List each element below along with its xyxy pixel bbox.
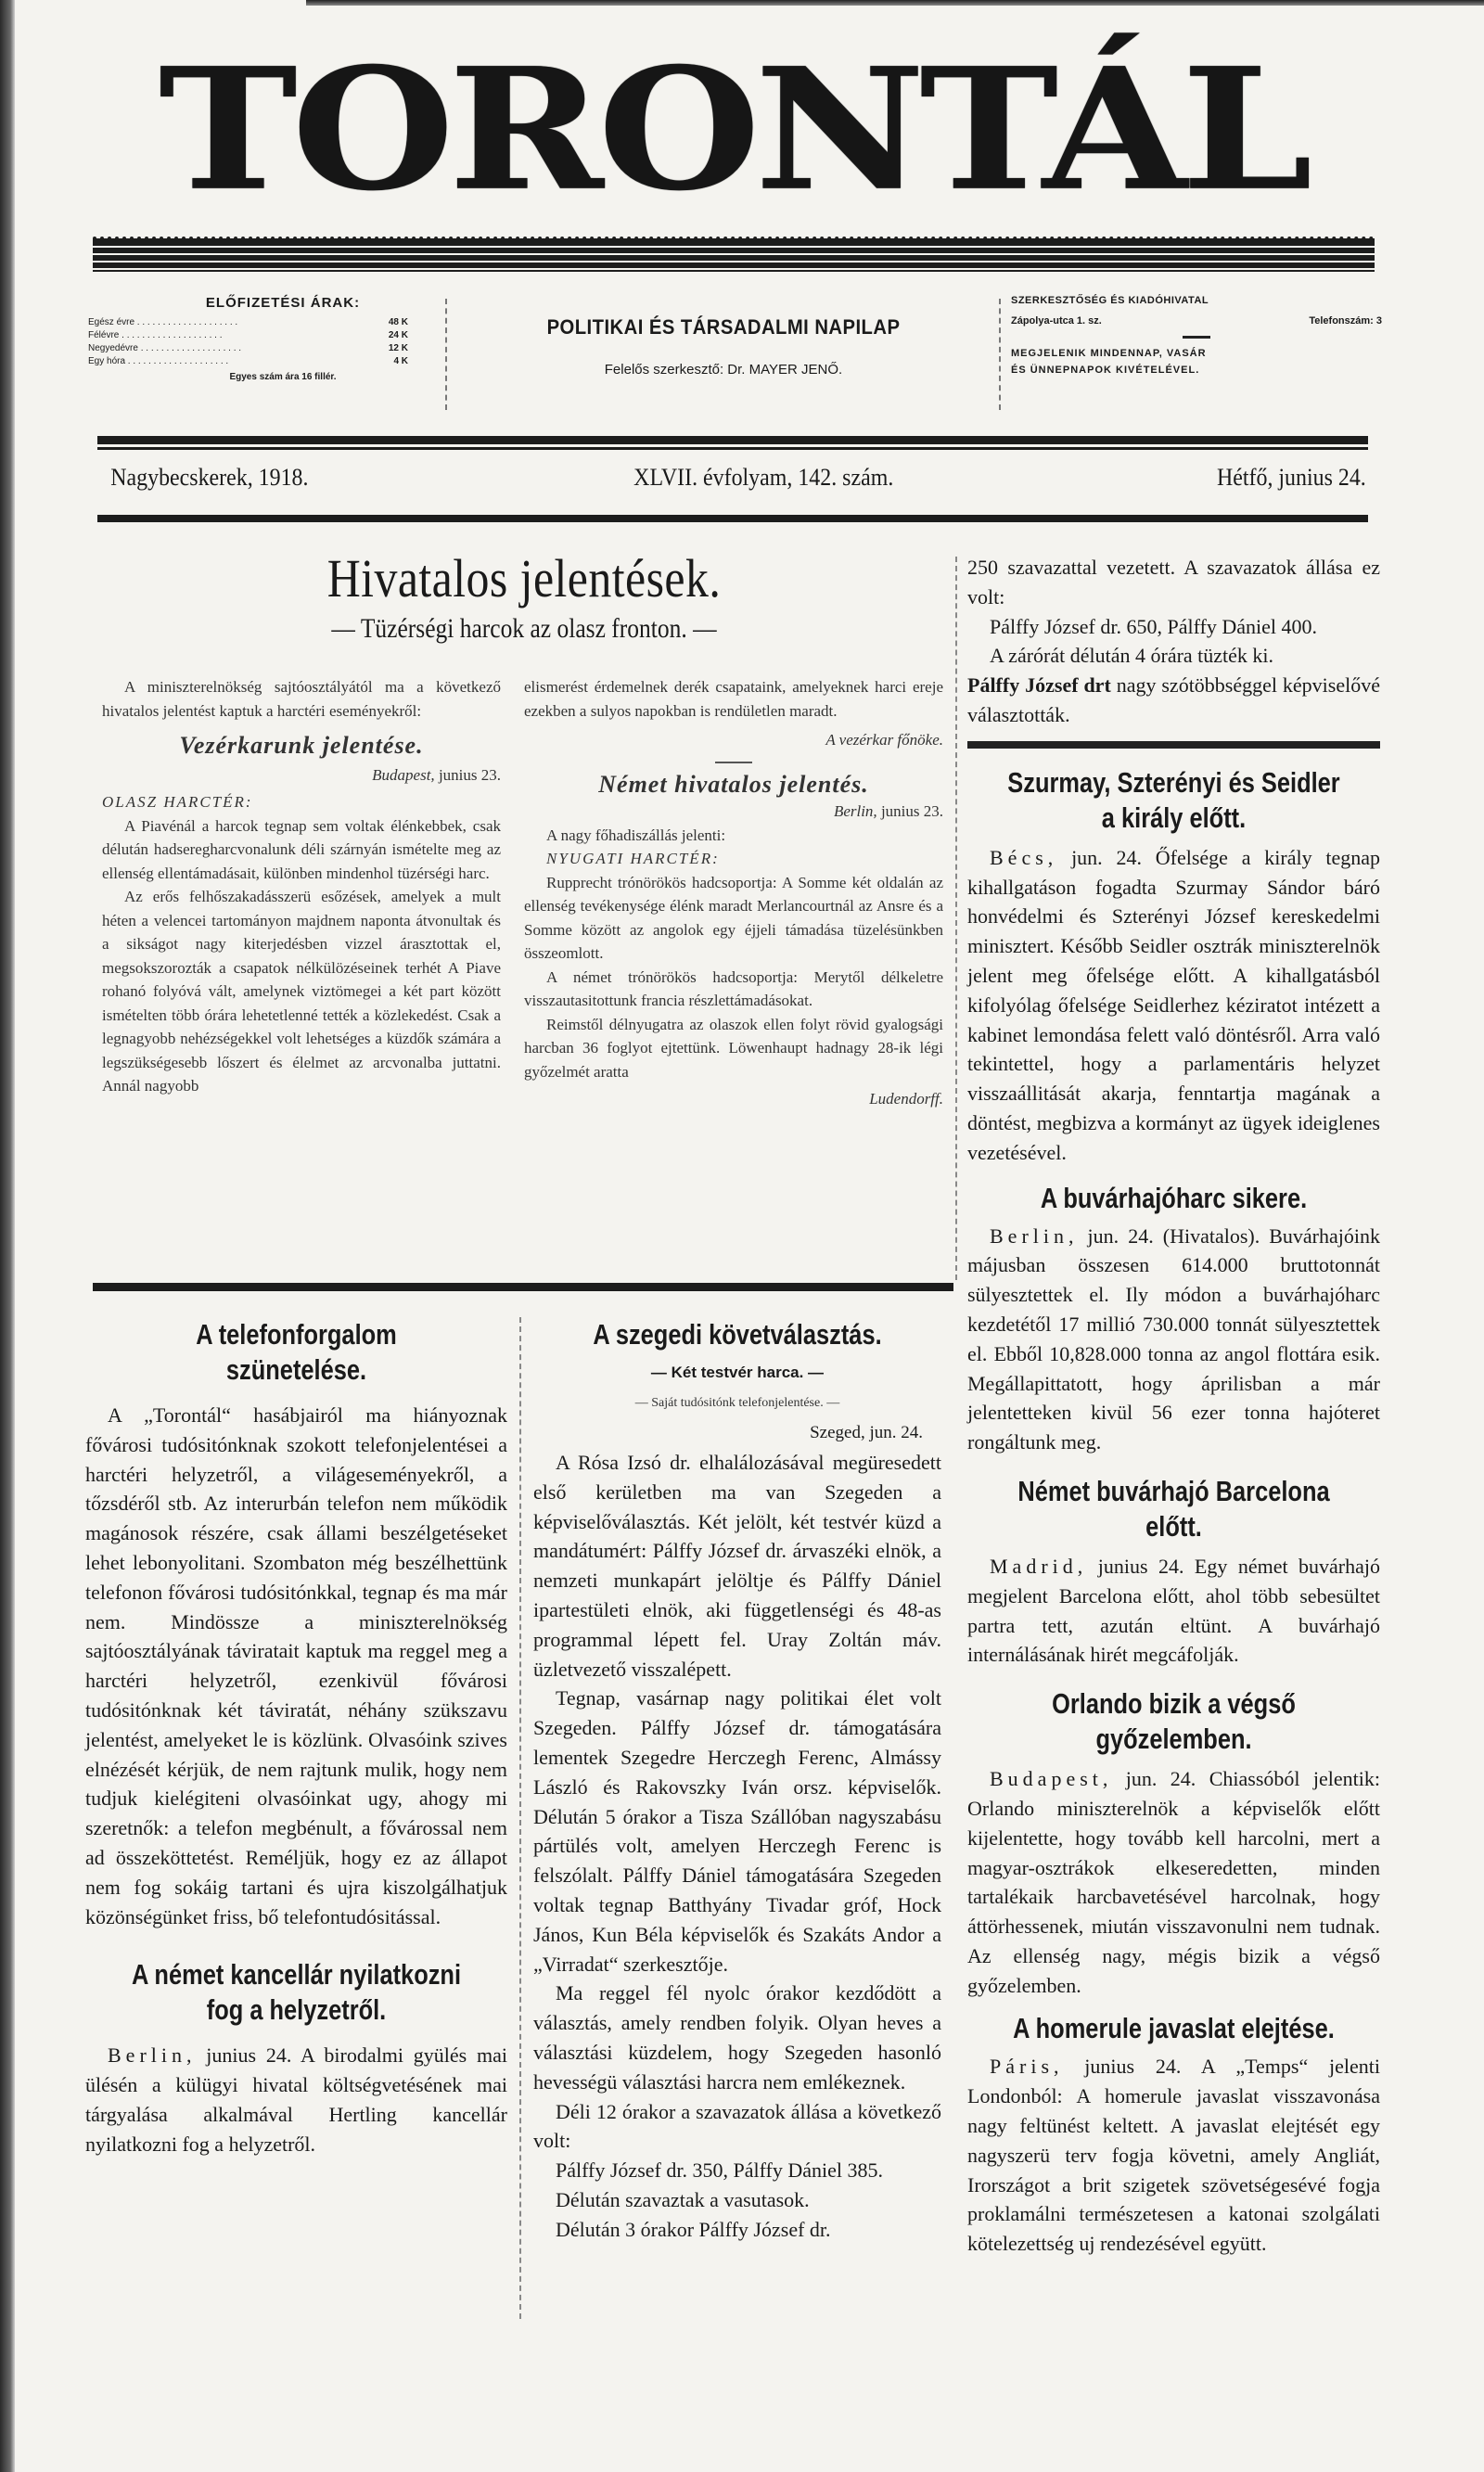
szeged-paragraph: A Rósa Izsó dr. elhalálozásával megüresedett első kerületben ma van Szegeden a képviselőválasztás. Két jelölt, két testvér küzd a mandátumért: Pálffy József dr. árvaszéki elnök, a nemzeti munkapárt jelöltje és Pálffy Dániel ipartestületi elnök, aki függetlenségi és 48-as programmal lépett fel. Uray Zoltán máv. üzletvezető visszalépett. [533, 1451, 941, 1681]
szeged-paragraph: Déli 12 órakor a szavazatok állása a következő volt: [533, 2099, 941, 2153]
article-body: Páris, junius 24. A „Temps“ jelenti Londonból: A homerule javaslat visszavonása nagy feltünést keltett. A javaslat elejtését egy nagyszerü terv fogja követni, amely Angliát, Irországot a brit szigetek szövetségesévé fogja proklamálni természetesen a katonai szolgálati kötelezettség uj rendezésével együtt. [967, 2055, 1380, 2256]
german-paragraph: A német trónörökös hadcsoportja: Merytől délkeletre visszautasitottunk francia részlettámadásokat. [524, 967, 943, 1009]
szeged-dateline: Szeged, jun. 24. [810, 1423, 923, 1443]
office-address: Zápolya-utca 1. sz. [1011, 315, 1102, 327]
german-intro: A nagy főhadiszállás jelenti: [546, 826, 726, 844]
lead-column-2 [524, 675, 943, 1111]
price-row: Negyedévre . . . 12 K [88, 342, 450, 355]
german-signature: Ludendorff. [869, 1090, 943, 1108]
article-headline: A buvárhajóharc sikere. [1040, 1181, 1308, 1214]
volume-issue: XLVII. évfolyam, 142. szám. [633, 464, 894, 491]
german-paragraph: Rupprecht trónörökös hadcsoportja: A Somme két oldalán az ellenség tevékenysége élénk maradt Merlancourtnál az Ansre és a Somme között az angolok egy éjjeli támadása tüzelésünkben összeomlott. [524, 873, 943, 962]
szeged-paragraph: Pálffy József dr. 350, Pálffy Dániel 385. [556, 2158, 883, 2183]
article-body: Budapest, jun. 24. Chiassóból jelentik: Orlando miniszterelnök a képviselők előtt kijelentette, hogy tovább kell harcolni, mert a magyar-osztrákok elkeseredetten, minden tartalékaik harcbavetésével harcolnak, hogy áttörhessenek, miután visszavonulni nem tudnak. Az ellenség nagy, mégis bizik a végső győzelemben. [967, 1767, 1380, 1997]
article-headline: Szurmay, Szterényi és Seidler a király előtt. [1007, 765, 1340, 834]
tagline: POLITIKAI ÉS TÁRSADALMI NAPILAP [546, 315, 901, 339]
article-headline: A telefonforgalom szünetelése. [196, 1318, 397, 1386]
article-body: Berlin, junius 24. A birodalmi gyülés mai ülésén a külügyi hivatal költségvetésének mai tárgyalása alkalmával Hertling kancellár nyilatkozni fog a helyzetről. [85, 2043, 507, 2156]
section-olasz-harcter: OLASZ HARCTÉR: [102, 793, 253, 811]
staff-paragraph-cont: elismerést érdemelnek derék csapataink, amelyeknek harci ereje ezekben a sulyos napokban is rendületlen maradt. [524, 678, 943, 720]
staff-signature: A vezérkar főnöke. [825, 731, 943, 749]
article-body: A „Torontál“ hasábjairól ma hiányoznak fővárosi tudósitónknak szokott telefonjelentései a harctéri helyzetről, a világeseményekről, a tőzsdéről stb. Az interurbán telefon nem működik magánosok részére, csak állami beszélgetéseket lehet lebonyolitani. Szombaton még beszélhettünk telefonon fővárosi tudósitónkkal, tegnap és ma már nem. Mindössze a miniszterelnökség sajtóosztályának táviratait kaptuk ma reggel meg a harctéri helyzetről, ezenkivül fővárosi tudósitónknak két táviratát, néhány szükszavu jelentést, amelyeket le is közlünk. Olvasóink szives elnézését kérjük, de nem rajtunk mulik, hogy nem tudjuk kielégiteni olvasóinkat ugy, ahogy mi szeretnők: a telefon megbénult, a fővárossal nem ad összeköttetést. Reméljük, hogy ez az állapot nem fog sokáig tartani és ujra kiszolgálhatjuk közönségünket friss, bő telefontudósitással. [85, 1403, 507, 1928]
article-headline: A homerule javaslat elejtése. [1013, 2012, 1335, 2045]
szeged-continued: Pálffy József dr. 650, Pálffy Dániel 400. [990, 614, 1317, 638]
column-rule [955, 557, 957, 1280]
section-nyugati-harcter: NYUGATI HARCTÉR: [546, 850, 720, 867]
header-divider [999, 299, 1001, 410]
lead-headline-block [102, 547, 946, 645]
publication-info [450, 315, 997, 378]
office-separator [1183, 336, 1210, 339]
szeged-paragraph: Ma reggel fél nyolc órakor kezdődött a választás, amely rendben folyik. Olyan heves a választási küzdelem, hogy Szegeden hasonló hevességü választási harcra nem emlékeznek. [533, 1981, 941, 2094]
subscription-heading: ELŐFIZETÉSI ÁRAK: [205, 295, 361, 311]
price-row: Félévre . . . 24 K [88, 329, 450, 342]
column-rule [519, 1317, 521, 2319]
office-info [1011, 295, 1382, 376]
single-copy-price: Egyes szám ára 16 fillér. [229, 372, 337, 382]
szeged-subheadline: — Két testvér harca. — [650, 1364, 825, 1381]
staff-paragraph: Az erős felhőszakadásszerü esőzések, amelyek a mult héten a velencei tartományon majdnem naponta átvonultak és a sikságot nagy kiterjedésben vizzel árasztottak el, megsokszorozták a csapatok nélkülözéseinek terhét A Piave rohanó folyóvá vált, amelynek viztömegei a két part között ismételten több órára lehetetlenné tették a közlekedést. Csak a legnagyobb nehézségekkel volt lehetséges a küzdők számára a legszükségesebb lőszert és élelmet az arcvonalba juttatni. Annál nagyobb [102, 888, 501, 1095]
staff-report-title: Vezérkarunk jelentése. [179, 732, 424, 759]
scan-edge [0, 0, 15, 2472]
newspaper-title: TORONTÁL [158, 31, 1308, 228]
lead-column-1 [102, 675, 501, 1098]
dateline-rule [97, 515, 1368, 522]
office-phone: Telefonszám: 3 [1309, 315, 1382, 327]
article-headline: Orlando bizik a végső győzelemben. [1052, 1687, 1296, 1756]
masthead-ornamental-rule [93, 237, 1375, 272]
szeged-headline: A szegedi követválasztás. [593, 1318, 882, 1351]
german-report-title: Német hivatalos jelentés. [598, 770, 869, 798]
masthead [88, 31, 1377, 228]
szeged-paragraph: Délután 3 órakor Pálffy József dr. [556, 2217, 831, 2241]
szeged-continued: A zárórát délután 4 órára tüzték ki. [990, 644, 1274, 668]
article-body: Bécs, jun. 24. Őfelsége a király tegnap kihallgatáson fogadta Szurmay Sándor báró honvédelmi és Szterényi József kereskedelmi minisztert. Később Seidler osztrák miniszterelnök jelent meg őfelsége előtt. A kihallgatásból kifolyólag őfelsége Seidlerhez kéziratot intézett a kabinet lemondása felett való döntésről. Arra való tekintettel, hogy a parlamentáris helyzet visszaállitását akarja, fenntartja magának a döntést, megbizva a kormányt az ügyek ideiglenes vezetésével. [967, 845, 1381, 1164]
article-headline: A német kancellár nyilatkozni fog a helyzetről. [131, 1958, 462, 2027]
szeged-source: — Saját tudósitónk telefonjelentése. — [634, 1395, 840, 1410]
szeged-paragraph: Tegnap, vasárnap nagy politikai élet volt Szegeden. Pálffy József dr. támogatására lementek Szegedre Herczegh Ferenc, Almássy László és Rakovszky Iván orsz. képviselők. Délután 5 órakor a Tisza Szállóban nagyszabásu pártülés volt, amelyen Herczegh Ferenc is felszólalt. Pálffy Dániel támogatására Szegeden voltak tegnap Batthyány Tivadar gróf, Hock János, Kun Béla képviselők és Szakáts Andor a „Virradat“ szerkesztője. [533, 1686, 941, 1976]
lead-bottom-rule [93, 1283, 953, 1291]
header-rule [97, 436, 1368, 444]
middle-column [533, 1317, 941, 2245]
article-body: Madrid, junius 24. Egy német buvárhajó megjelent Barcelona előtt, ahol több sebesültet partra tett, azután eltünt. A buvárhajó internálásának hirét megcáfolják. [967, 1554, 1381, 1667]
office-heading: SZERKESZTŐSÉG ÉS KIADÓHIVATAL [1011, 295, 1209, 306]
publication-schedule-2: ÉS ÜNNEPNAPOK KIVÉTELÉVEL. [1011, 365, 1200, 376]
szeged-paragraph: Délután szavaztak a vasutasok. [556, 2188, 810, 2212]
left-column [85, 1317, 507, 2159]
price-row: Egy hóra . . . 4 K [88, 355, 450, 368]
german-paragraph: Reimstől délnyugatra az olaszok ellen folyt rövid gyalogsági harcban 36 foglyot ejtettünk. Löwenhaupt hadnagy 28-ik légi győzelmét aratta [524, 1015, 943, 1081]
lead-headline: Hivatalos jelentések. [326, 548, 722, 608]
german-report-dateline: Berlin, junius 23. [833, 802, 943, 820]
place-year: Nagybecskerek, 1918. [110, 464, 309, 491]
right-column [967, 553, 1380, 2259]
subscription-prices [88, 295, 450, 382]
lead-intro: A miniszterelnökség sajtóosztályától ma a következő hivatalos jelentést kaptuk a harctéri eseményekről: [102, 678, 501, 720]
publication-schedule: MEGJELENIK MINDENNAP, VASÁR [1011, 348, 1207, 359]
staff-report-dateline: Budapest, junius 23. [372, 765, 501, 784]
article-body: Berlin, jun. 24. (Hivatalos). Buvárhajóink májusban összesen 614.000 bruttotonnát sülyesztettek el. Ily módon a buvárhajóharc kezdetétől 17 millió 730.000 tonnát sülyesztettek el. Ebből 10,828.000 tonna az angol flottára esik. Megállapittatott, hogy áprilisban a már jelentetteken kivül 56 ezer tonna hajóteret rongáltunk meg. [967, 1223, 1380, 1454]
szeged-result: Pálffy József drt nagy szótöbbséggel képviselővé választották. [967, 673, 1380, 726]
szeged-continued: 250 szavazattal vezetett. A szavazatok állása ez volt: [967, 556, 1380, 608]
dateline [102, 464, 1373, 492]
article-headline: Német buvárhajó Barcelona előtt. [1017, 1474, 1330, 1543]
editor-line: Felelős szerkesztő: Dr. MAYER JENŐ. [604, 362, 843, 378]
article-rule [967, 741, 1380, 749]
issue-date: Hétfő, junius 24. [1217, 464, 1366, 491]
price-row: Egész évre . . . 48 K [88, 316, 450, 329]
staff-paragraph: A Piavénál a harcok tegnap sem voltak élénkebbek, csak délután hadseregharcvonalunk déli szárnyán ismételte meg az ellenség ellentámadásait, különben mindenhol tüzérségi harc. [102, 816, 501, 882]
scan-top-edge [306, 0, 1484, 6]
header-rule-thin [97, 447, 1368, 450]
header-divider [445, 299, 447, 410]
lead-subheadline: — Tüzérségi harcok az olasz fronton. — [331, 613, 717, 644]
